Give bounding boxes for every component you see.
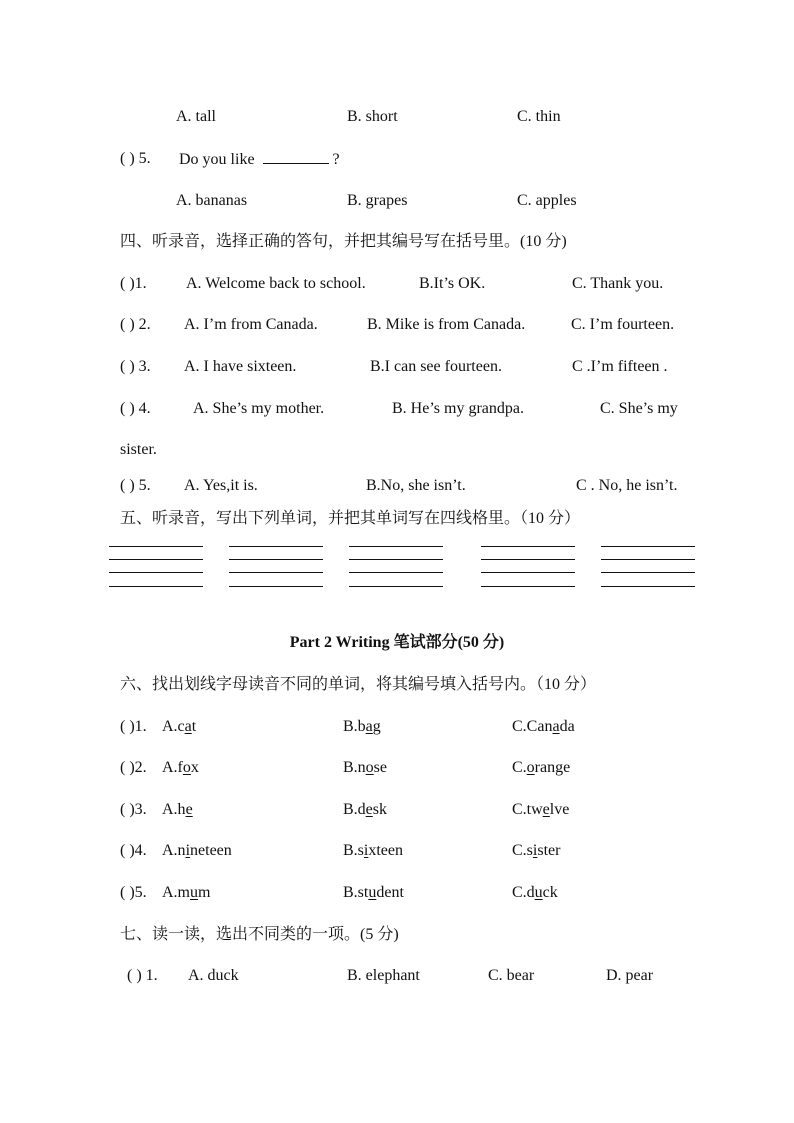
option-d: D. pear <box>606 967 654 984</box>
s7-item-1 <box>0 966 794 986</box>
question-number: ( ) 4. <box>120 400 151 417</box>
section-6-heading <box>0 675 794 695</box>
option-b: B.student <box>343 884 404 901</box>
four-line-grid-2[interactable] <box>229 546 323 588</box>
option-b: B.bag <box>343 718 381 735</box>
option-a: A. I’m from Canada. <box>184 316 318 333</box>
heading-text: 四、听录音，选择正确的答句，并把其编号写在括号里。(10 分) <box>120 233 567 250</box>
s4-item-1 <box>0 274 794 294</box>
question-number: ( ) 2. <box>120 316 151 333</box>
question-number: ( ) 5. <box>120 477 151 494</box>
four-line-grid-5[interactable] <box>601 546 695 588</box>
option-b: B. grapes <box>347 192 408 209</box>
option-a: A.mum <box>162 884 211 901</box>
s4-item-3 <box>0 357 794 377</box>
four-line-grid-4[interactable] <box>481 546 575 588</box>
option-c: C.duck <box>512 884 558 901</box>
underlined-letter: i <box>185 842 191 859</box>
part-2-title: Part 2 Writing 笔试部分(50 分) <box>289 634 505 651</box>
q3-5-stem <box>0 149 794 169</box>
s4-item-5 <box>0 476 794 496</box>
option-a: A. tall <box>176 108 216 125</box>
option-b: B. short <box>347 108 398 125</box>
stem-text: Do you like <box>179 151 255 168</box>
four-line-grid-1[interactable] <box>109 546 203 588</box>
option-c: C. She’s my <box>600 400 678 417</box>
option-b: B.It’s OK. <box>419 275 486 292</box>
option-a: A. I have sixteen. <box>184 358 297 375</box>
underlined-letter: u <box>190 884 198 901</box>
option-a: A. Welcome back to school. <box>186 275 366 292</box>
option-c: C .I’m fifteen . <box>572 358 668 375</box>
option-a: A.he <box>162 801 193 818</box>
option-b: B. Mike is from Canada. <box>367 316 526 333</box>
question-number: ( )1. <box>120 718 147 735</box>
option-a: A. She’s my mother. <box>193 400 325 417</box>
underlined-letter: u <box>368 884 377 901</box>
heading-text: 六、找出划线字母读音不同的单词，将其编号填入括号内。（10 分） <box>120 676 597 693</box>
s6-item-5 <box>0 883 794 903</box>
answer-blank[interactable] <box>263 149 329 164</box>
question-number: ( )3. <box>120 801 147 818</box>
underlined-letter: o <box>365 759 374 776</box>
question-number: ( )4. <box>120 842 147 859</box>
option-b: B.No, she isn’t. <box>366 477 466 494</box>
option-b: B.sixteen <box>343 842 404 859</box>
option-a: A.fox <box>162 759 199 776</box>
option-c: C.orange <box>512 759 571 776</box>
underlined-letter: o <box>182 759 191 776</box>
option-b: B. He’s my grandpa. <box>392 400 524 417</box>
s6-item-2 <box>0 758 794 778</box>
q3-5-options <box>0 191 794 211</box>
question-number: ( ) 3. <box>120 358 151 375</box>
option-a: A. duck <box>188 967 239 984</box>
question-number: ( )1. <box>120 275 147 292</box>
underlined-letter: e <box>185 801 193 818</box>
option-c: C. I’m fourteen. <box>571 316 675 333</box>
option-a: A.nineteen <box>162 842 232 859</box>
option-c: C. Thank you. <box>572 275 664 292</box>
option-b: B.nose <box>343 759 387 776</box>
underlined-letter: a <box>184 718 192 735</box>
s4-item-4-continued <box>0 440 794 460</box>
option-a: A. Yes,it is. <box>184 477 258 494</box>
option-c: C. apples <box>517 192 577 209</box>
option-b: B.desk <box>343 801 388 818</box>
question-number: ( )2. <box>120 759 147 776</box>
underlined-letter: o <box>526 759 535 776</box>
option-b: B. elephant <box>347 967 420 984</box>
s6-item-1 <box>0 717 794 737</box>
question-stem <box>179 149 340 170</box>
option-c: C. thin <box>517 108 561 125</box>
option-b: B.I can see fourteen. <box>370 358 502 375</box>
question-number: ( ) 5. <box>120 150 151 167</box>
heading-text: 七、读一读，选出不同类的一项。(5 分) <box>120 926 399 943</box>
option-c-continued: sister. <box>120 441 157 458</box>
heading-text: 五、听录音，写出下列单词，并把其单词写在四线格里。（10 分） <box>120 510 581 527</box>
s6-item-4 <box>0 841 794 861</box>
underlined-letter: e <box>365 801 373 818</box>
option-a: A.cat <box>162 718 197 735</box>
section-7-heading <box>0 925 794 945</box>
section-5-heading <box>0 509 794 529</box>
four-line-grid-3[interactable] <box>349 546 443 588</box>
option-a: A. bananas <box>176 192 248 209</box>
option-c: C.Canada <box>512 718 575 735</box>
underlined-letter: i <box>363 842 369 859</box>
question-number: ( )5. <box>120 884 147 901</box>
q3-4-options <box>0 107 794 127</box>
s4-item-2 <box>0 315 794 335</box>
underlined-letter: i <box>532 842 538 859</box>
section-4-heading <box>0 232 794 252</box>
s6-item-3 <box>0 800 794 820</box>
underlined-letter: a <box>365 718 373 735</box>
question-number: ( ) 1. <box>127 967 158 984</box>
stem-end: ? <box>332 151 340 168</box>
underlined-letter: a <box>552 718 560 735</box>
underlined-letter: u <box>534 884 543 901</box>
option-c: C . No, he isn’t. <box>576 477 678 494</box>
option-c: C. bear <box>488 967 535 984</box>
underlined-letter: e <box>542 801 550 818</box>
option-c: C.twelve <box>512 801 570 818</box>
option-c: C.sister <box>512 842 561 859</box>
s4-item-4 <box>0 399 794 419</box>
